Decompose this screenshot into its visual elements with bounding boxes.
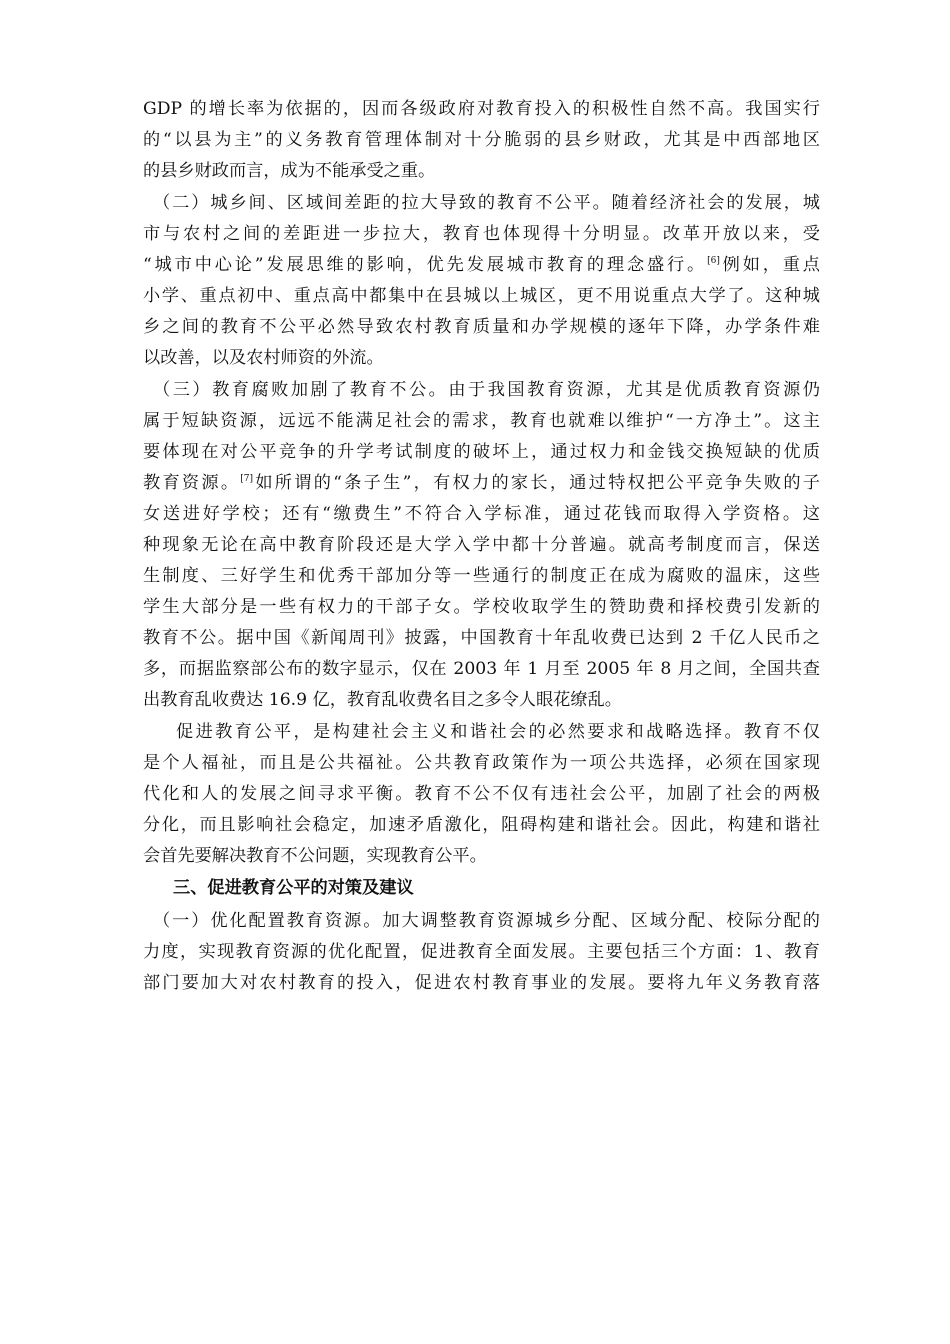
- text-line: 乡之间的教育不公平必然导致农村教育质量和办学规模的逐年下降，办学条件难: [143, 317, 820, 337]
- text-line: （一）优化配置教育资源。加大调整教育资源城乡分配、区域分配、校际分配的: [153, 911, 820, 931]
- text-line: 出教育乱收费达 16.9 亿，教育乱收费名目之多令人眼花缭乱。: [143, 690, 622, 710]
- paragraph-corruption: [143, 375, 820, 716]
- text-line-with-citation: [143, 250, 820, 281]
- text-segment: 如所谓的“条子生”，有权力的家长，通过特权把公平竞争失败的子: [253, 473, 820, 493]
- text-line: 分化，而且影响社会稳定，加速矛盾激化，阻碍构建和谐社会。因此，构建和谐社: [143, 815, 820, 835]
- text-line: 部门要加大对农村教育的投入，促进农村教育事业的发展。要将九年义务教育落: [143, 973, 820, 993]
- text-line: 是个人福祉，而且是公共福祉。公共教育政策作为一项公共选择，必须在国家现: [143, 753, 820, 773]
- text-line: 促进教育公平，是构建社会主义和谐社会的必然要求和战略选择。教育不仅: [176, 722, 820, 742]
- text-line: 代化和人的发展之间寻求平衡。教育不公不仅有违社会公平，加剧了社会的两极: [143, 784, 820, 804]
- text-line: 生制度、三好学生和优秀干部加分等一些通行的制度正在成为腐败的温床，这些: [143, 566, 820, 586]
- text-line: 学生大部分是一些有权力的干部子女。学校收取学生的赞助费和择校费引发新的: [143, 597, 820, 617]
- paragraph-urban-rural: [143, 188, 820, 374]
- text-line: 市与农村之间的差距进一步拉大，教育也体现得十分明显。改革开放以来，受: [143, 224, 820, 244]
- text-line-with-citation: [143, 468, 820, 499]
- text-line: 多，而据监察部公布的数字显示，仅在 2003 年 1 月至 2005 年 8 月之间，全国共查: [143, 659, 820, 679]
- text-line: GDP 的增长率为依据的，因而各级政府对教育投入的积极性自然不高。我国实行: [143, 99, 820, 119]
- text-line: （三）教育腐败加剧了教育不公。由于我国教育资源，尤其是优质教育资源仍: [153, 380, 820, 400]
- citation-ref: [7]: [240, 474, 254, 484]
- text-line: （二）城乡间、区域间差距的拉大导致的教育不公平。随着经济社会的发展，城: [153, 193, 820, 213]
- text-line: 教育不公。据中国《新闻周刊》披露，中国教育十年乱收费已达到 2 千亿人民币之: [143, 628, 820, 648]
- section-heading: 三、促进教育公平的对策及建议: [173, 878, 414, 898]
- text-line: 以改善，以及农村师资的外流。: [143, 348, 384, 368]
- text-line: 女送进好学校；还有“缴费生”不符合入学标准，通过花钱而取得入学资格。这: [143, 504, 820, 524]
- text-line: 属于短缺资源，远远不能满足社会的需求，教育也就难以维护“一方净土”。这主: [143, 411, 820, 431]
- paragraph-continuation: [143, 94, 820, 187]
- paragraph-promote: [143, 717, 820, 872]
- text-segment: 例如，重点: [719, 255, 820, 275]
- text-segment: 教育资源。: [143, 473, 241, 493]
- text-line: 的县乡财政而言，成为不能承受之重。: [143, 161, 436, 181]
- citation-ref: [6]: [707, 256, 720, 266]
- text-line: 的“以县为主”的义务教育管理体制对十分脆弱的县乡财政，尤其是中西部地区: [143, 130, 820, 150]
- text-line: 力度，实现教育资源的优化配置，促进教育全面发展。主要包括三个方面：1、教育: [143, 942, 820, 962]
- text-line: 种现象无论在高中教育阶段还是大学入学中都十分普遍。就高考制度而言，保送: [143, 535, 820, 555]
- text-line: 要体现在对公平竞争的升学考试制度的破坏上，通过权力和金钱交换短缺的优质: [143, 442, 820, 462]
- text-line: 小学、重点初中、重点高中都集中在县城以上城区，更不用说重点大学了。这种城: [143, 286, 820, 306]
- paragraph-optimize: [143, 906, 820, 999]
- text-segment: “城市中心论”发展思维的影响，优先发展城市教育的理念盛行。: [143, 255, 708, 275]
- text-line: 会首先要解决教育不公问题，实现教育公平。: [143, 846, 487, 866]
